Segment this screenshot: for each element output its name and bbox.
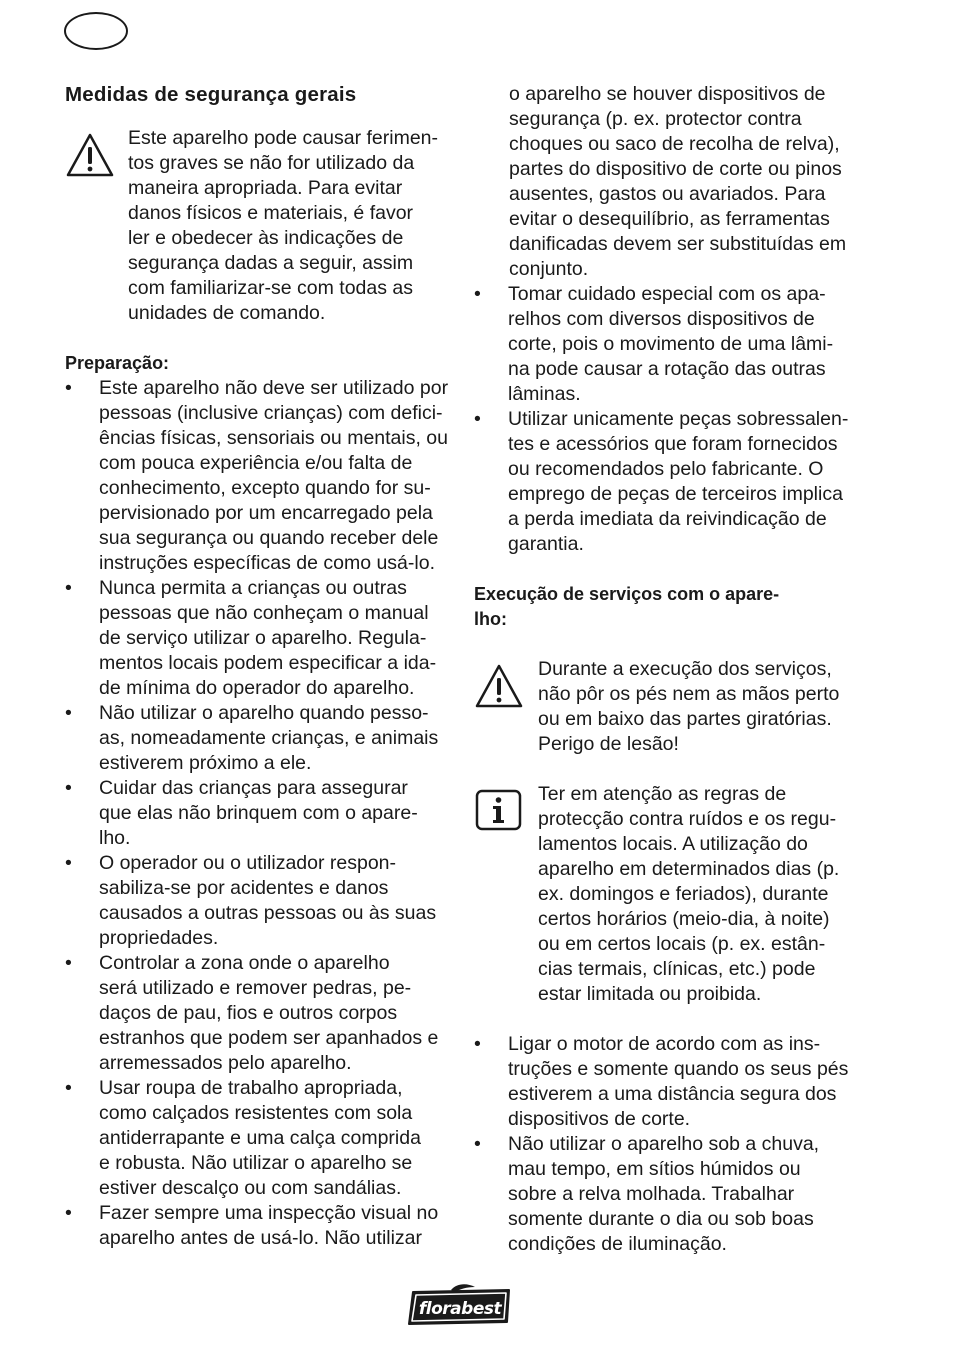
bullet-icon: • [474,408,481,430]
list-item-line: Este aparelho não deve ser utilizado por [99,377,449,399]
text-line: ex. domingos e feriados), durante [538,883,829,905]
text-line: unidades de comando. [128,302,326,324]
list-item-line: as, nomeadamente crianças, e animais [99,727,439,749]
text-line: maneira apropriada. Para evitar [128,177,403,199]
list-item-line: condições de iluminação. [508,1233,727,1255]
list-item-line: truções e somente quando os seus pés [508,1058,849,1080]
text-line: ler e obedecer às indicações de [128,227,404,249]
list-item [65,851,453,951]
list-item-line: Tomar cuidado especial com os apa- [508,283,826,305]
text-line: cias termais, clínicas, etc.) pode [538,958,816,980]
intro-warning [65,126,453,326]
list-item-line: lho. [99,827,131,849]
bullet-icon: • [474,283,481,305]
execution-heading [474,582,864,632]
list-item-line: será utilizado e remover pedras, pe- [99,977,412,999]
list-item-line: Cuidar das crianças para assegurar [99,777,408,799]
page-title: Medidas de segurança gerais [65,83,357,106]
florabest-logo [405,1284,516,1326]
text-line: segurança (p. ex. protector contra [509,108,802,130]
list-item-line: de serviço utilizar o aparelho. Regula- [99,627,427,649]
list-item-line: garantia. [508,533,584,555]
list-item-line: Usar roupa de trabalho apropriada, [99,1077,403,1099]
text-line: Ter em atenção as regras de [538,783,787,805]
text-line: protecção contra ruídos e os regu- [538,808,837,830]
preparation-heading: Preparação: [65,353,170,373]
list-item-line: estiverem próximo a ele. [99,752,312,774]
list-item-line: O operador ou o utilizador respon- [99,852,397,874]
list-item-line: instruções específicas de como usá-lo. [99,552,435,574]
list-item [65,951,453,1076]
list-item-line: Controlar a zona onde o aparelho [99,952,390,974]
list-item-line: Utilizar unicamente peças sobressalen- [508,408,849,430]
text-line: danos físicos e materiais, é favor [128,202,414,224]
text-line: com familiarizar-se com todas as [128,277,413,299]
list-item [65,776,453,851]
list-item-line: aparelho antes de usá-lo. Não utilizar [99,1227,423,1249]
text-line: tos graves se não for utilizado da [128,152,415,174]
text-line: ou em certos locais (p. ex. estân- [538,933,826,955]
text-line: danificadas devem ser substituídas em [509,233,847,255]
right-column [474,82,864,1257]
list-item-line: sabiliza-se por acidentes e danos [99,877,389,899]
intro-warning-text [128,126,453,326]
list-item-line: ências físicas, sensoriais ou mentais, ou [99,427,449,449]
text-line: partes do dispositivo de corte ou pinos [509,158,842,180]
text-line: Perigo de lesão! [538,733,679,755]
list-item-line: conhecimento, excepto quando for su- [99,477,431,499]
list-item-line: Nunca permita a crianças ou outras [99,577,407,599]
list-item-line: estiver descalço ou com sandálias. [99,1177,402,1199]
list-item [474,282,864,407]
bullet-icon: • [65,702,72,724]
list-item-line: antiderrapante e uma calça comprida [99,1127,421,1149]
svg-text:florabest: florabest [418,1299,502,1319]
bullet-icon: • [65,377,72,399]
left-column [65,82,453,1251]
text-line: lamentos locais. A utilização do [538,833,808,855]
text-line: evitar o desequilíbrio, as ferramentas [509,208,830,230]
list-item [65,376,453,576]
execution-info [474,782,864,1007]
text-line: estar limitada ou proibida. [538,983,762,1005]
list-item-line: tes e acessórios que foram fornecidos [508,433,838,455]
text-line: ausentes, gastos ou avariados. Para [509,183,826,205]
list-item-line: sobre a relva molhada. Trabalhar [508,1183,795,1205]
heading-line: lho: [474,609,507,629]
list-item-line: Ligar o motor de acordo com as ins- [508,1033,821,1055]
list-item [474,1132,864,1257]
list-item-line: relhos com diversos dispositivos de [508,308,815,330]
list-item-line: e robusta. Não utilizar o aparelho se [99,1152,413,1174]
execution-warning [474,657,864,757]
list-item-line: Não utilizar o aparelho quando pesso- [99,702,429,724]
list-item-line: corte, pois o movimento de uma lâmi- [508,333,834,355]
list-item-line: somente durante o dia ou sob boas [508,1208,814,1230]
warning-triangle-icon [65,132,115,178]
bullet-icon: • [474,1033,481,1055]
text-line: não pôr os pés nem as mãos perto [538,683,840,705]
text-line: Durante a execução dos serviços, [538,658,832,680]
list-item-line: causados a outras pessoas ou às suas [99,902,437,924]
list-item-line: mentos locais podem especificar a ida- [99,652,437,674]
right-list [474,282,864,557]
list-item-line: estiverem a uma distância segura dos [508,1083,837,1105]
execution-warning-text [538,657,864,757]
list-item-line: arremessados pelo aparelho. [99,1052,352,1074]
list-item-line: lâminas. [508,383,581,405]
list-item-line: pessoas que não conheçam o manual [99,602,429,624]
bullet-icon: • [65,952,72,974]
bullet-icon: • [65,577,72,599]
execution-list [474,1032,864,1257]
bullet-icon: • [65,1202,72,1224]
language-badge [64,12,128,50]
list-item-line: com pouca experiência e/ou falta de [99,452,413,474]
list-item-line: emprego de peças de terceiros implica [508,483,843,505]
list-item-line: daços de pau, fios e outros corpos [99,1002,398,1024]
warning-triangle-icon [474,663,524,709]
list-item [474,1032,864,1132]
list-item-line: estranhos que podem ser apanhados e [99,1027,439,1049]
bullet-icon: • [474,1133,481,1155]
list-item-line: propriedades. [99,927,219,949]
list-item [474,407,864,557]
list-item-line: como calçados resistentes com sola [99,1102,413,1124]
bullet-icon: • [65,1077,72,1099]
continued-item-text [474,82,864,282]
text-line: aparelho em determinados dias (p. [538,858,840,880]
heading-line: Execução de serviços com o apare- [474,584,780,604]
text-line: ou em baixo das partes giratórias. [538,708,832,730]
list-item-line: ou recomendados pelo fabricante. O [508,458,824,480]
text-line: conjunto. [509,258,589,280]
list-item-line: mau tempo, em sítios húmidos ou [508,1158,801,1180]
list-item-line: pervisionado por um encarregado pela [99,502,433,524]
list-item-line: de mínima do operador do aparelho. [99,677,415,699]
text-line: o aparelho se houver dispositivos de [509,83,826,105]
list-item [65,1201,453,1251]
list-item-line: Fazer sempre uma inspecção visual no [99,1202,439,1224]
list-item [65,576,453,701]
list-item-line: sua segurança ou quando receber dele [99,527,439,549]
text-line: certos horários (meio-dia, à noite) [538,908,830,930]
text-line: choques ou saco de recolha de relva), [509,133,840,155]
list-item [65,1076,453,1201]
bullet-icon: • [65,777,72,799]
text-line: Este aparelho pode causar ferimen- [128,127,439,149]
list-item-line: pessoas (inclusive crianças) com defici- [99,402,443,424]
bullet-icon: • [65,852,72,874]
list-item-line: Não utilizar o aparelho sob a chuva, [508,1133,820,1155]
list-item-line: na pode causar a rotação das outras [508,358,826,380]
list-item-line: a perda imediata da reivindicação de [508,508,827,530]
info-icon [474,788,524,834]
preparation-list [65,376,453,1251]
text-line: segurança dadas a seguir, assim [128,252,414,274]
list-item [65,701,453,776]
execution-info-text [538,782,864,1007]
list-item-line: dispositivos de corte. [508,1108,691,1130]
list-item-line: que elas não brinquem com o apare- [99,802,418,824]
